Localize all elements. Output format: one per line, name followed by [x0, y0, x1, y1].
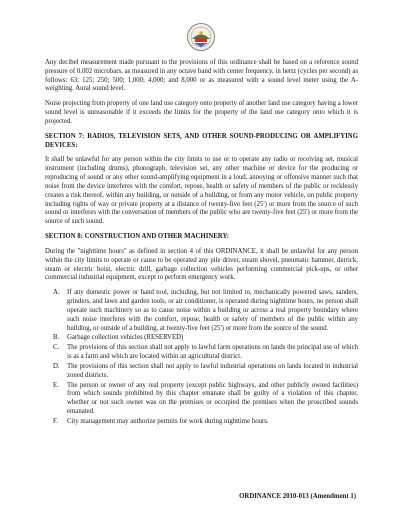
list-item-letter: F.: [53, 417, 58, 425]
list-item-text: The person or owner of any real property (except public highways, and other publicly owned facilities) from which sounds prohibited by this chapter emanate shall be guilty of a violation of this chapter, whether or not such owner was on the premises or occupied the premises when the proscribed sounds emanated.: [67, 381, 358, 415]
list-item: [53, 381, 358, 417]
section-8-intro: During the "nighttime hours" as defined in section 4 of this ORDINANCE, it shall be unlawful for any person within the city limits to operate or cause to be operated any pile driver, steam shovel, pneumatic hammer, derrick, steam or electric hoist, electric drill, garbage collection vehicles performing commercial pick-ups, or other commercial industrial equipment, except to perform emergency work.: [45, 247, 358, 282]
list-item-text: The provisions of this section shall not apply to lawful farm operations on lands the principal use of which is as a farm and which are located within an agricultural district.: [67, 344, 358, 361]
section-8-list: [45, 289, 358, 426]
list-item: [53, 344, 358, 362]
paragraph-decibel-reference: Any decibel measurement made pursuant to the provisions of this ordinance shall be based on a reference sound pressure of 0.002 microbars, as measured in any octave band with center frequency, in hertz (cycles per second) as follows: 63; 125; 250; 500; 1,000; 4,000; and 8,000 or as measured with a sound level meter using the A-weighting. Aural sound level.: [45, 59, 358, 93]
list-item-letter: A.: [53, 289, 60, 297]
section-8-heading: SECTION 8: CONSTRUCTION AND OTHER MACHINERY:: [45, 233, 229, 241]
paragraph-noise-projection: Noise projecting from property of one land use category onto property of another land use category having a lower sound level is unreasonable if it exceeds the limits for the property of the land use category onto which it is projected.: [45, 100, 358, 125]
list-item-letter: D.: [53, 362, 60, 370]
document-body: [45, 59, 358, 428]
list-item-text: If any domestic power or hand tool, including, but not limited to, mechanically powered saws, sanders, grinders, and lawn and garden tools, or air conditioner, is operated during nighttime hours, no person shall operate such machinery so as to cause noise within a building or across a real property boundary where such noise interferes with the comfort, repose, health or safety of members of the public within any building, or outside of a building, at twenty-five feet (25') or more from the source of the sound.: [67, 289, 358, 332]
ordinance-footer: ORDINANCE 2010-013 (Amendment 1): [239, 493, 356, 500]
city-seal-icon: [186, 22, 216, 52]
list-item-text: City management may authorize permits for work during nighttime hours.: [67, 417, 269, 425]
list-item: [53, 289, 358, 333]
list-item: [53, 334, 358, 343]
list-item-letter: C.: [53, 344, 60, 352]
section-7-heading: SECTION 7: RADIOS, TELEVISION SETS, AND OTHER SOUND-PRODUCING OR AMPLIFYING DEVICES:: [45, 132, 358, 149]
list-item: [53, 362, 358, 381]
list-item-letter: B.: [53, 334, 60, 342]
list-item-letter: E.: [53, 381, 59, 389]
list-item-text: Garbage collection vehicles (RESERVED): [67, 334, 184, 342]
list-item-text: The provisions of this section shall not apply to lawful industrial operations on lands located in industrial zoned districts.: [67, 362, 358, 379]
section-7-text: It shall be unlawful for any person within the city limits to use or to operate any radio or receiving set, musical instrument (including drums), phonograph, television set, any other machine or device for the producing or reproducing of sound or any other sound-amplifying equipment in a loud, annoying or offensive manner such that noise from the device interferes with the comfort, repose, health or safety of members of the public or recklessly creates a risk thereof, within any building, or outside of a building, or from any motor vehicle, on public property including rights of way or private property at a distance of twenty-five feet (25') or more from the source of such sound or interferes with the conversation of members of the public who are twenty-five feet (25') or more from the source of such sound.: [45, 156, 358, 226]
list-item: [53, 417, 358, 427]
